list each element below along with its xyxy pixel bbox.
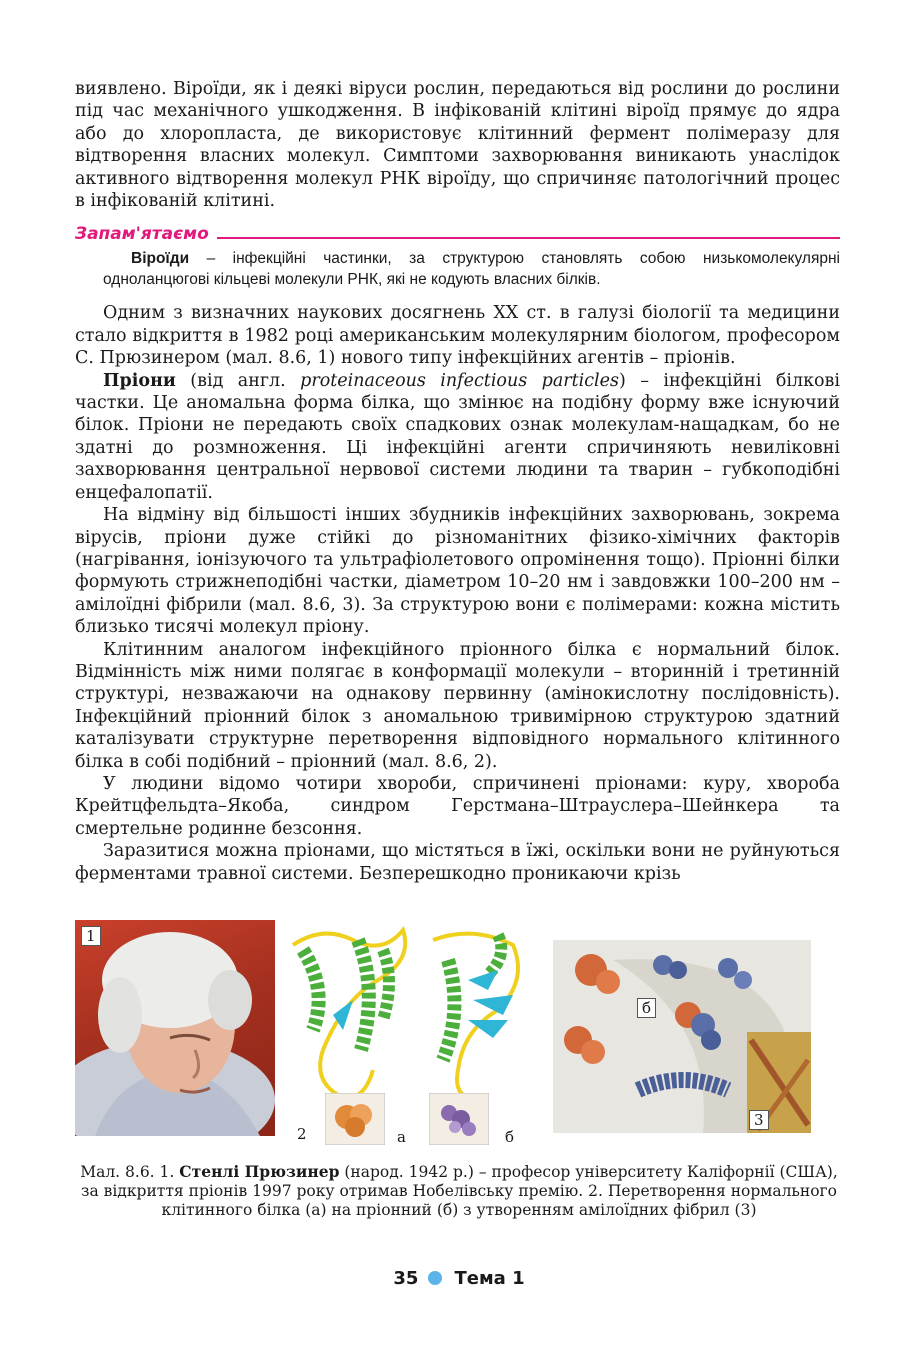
prions-term: Пріони	[103, 370, 176, 391]
prions-latin: proteinaceous infectious particles	[300, 370, 619, 391]
figure-caption	[75, 1162, 843, 1220]
page-number: 35	[393, 1268, 419, 1289]
caption-text: (народ. 1942 р.) – професор університету Каліфорнії (США), за відкриття пріонів 1997 року отримав Нобелівську премію. 2. Перетворення нормального клітинного білка (а) на пріонний (б) з утворенням амілоїдних фібрил (3)	[80, 1163, 838, 1219]
prion-protein-image	[429, 1093, 489, 1145]
figure-label-b2: б	[637, 998, 656, 1018]
prions-pre: (від англ.	[175, 370, 301, 391]
paragraph-infection: Заразитися можна пріонами, що містяться в їжі, оскільки вони не руйнуються ферментами травної системи. Безперешкодно проникаючи крізь	[75, 841, 840, 884]
remember-term: Віроїди	[131, 250, 190, 268]
figure-8-6	[75, 920, 845, 1150]
remember-text: – інфекційні частинки, за структурою становлять собою низькомолекулярні одноланцюгові кільцеві молекули РНК, які не кодують власних білків.	[103, 250, 840, 289]
amyloid-fibrils-image	[553, 940, 811, 1133]
remember-title: Запам'ятаємо	[75, 224, 209, 245]
photo-prusiner	[75, 920, 275, 1136]
paragraph-diseases: У людини відомо чотири хвороби, спричинені пріонами: куру, хвороба Крейтцфельдта–Якоба, синдром Герстмана–Штрауслера–Шейнкера та смертельне родинне безсоння.	[75, 773, 840, 839]
caption-name: Стенлі Прюзинер	[179, 1162, 340, 1181]
footer-dot-icon	[428, 1271, 442, 1285]
figure-label-2: 2	[297, 1125, 307, 1143]
protein-structures	[283, 920, 538, 1150]
fibrils-illustration	[553, 940, 811, 1133]
paragraph-resistance: На відміну від більшості інших збудників інфекційних захворювань, зокрема вірусів, пріони дуже стійкі до різноманітних фізико-хімічних факторів (нагрівання, іонізуючого та ультрафіолетового опромінення тощо). Пріонні білки формують стрижнеподібні частки, діаметром 10–20 нм і завдовжки 100–200 нм – амілоїдні фібрили (мал. 8.6, 3). За структурою вони є полімерами: кожна містить близько тисячі молекул пріону.	[75, 505, 840, 638]
paragraph-discovery: Одним з визначних наукових досягнень XX ст. в галузі біології та медицини стало відкриття в 1982 році американським молекулярним біологом, професором С. Прюзинером (мал. 8.6, 1) нового типу інфекційних агентів – пріонів.	[75, 303, 840, 369]
paragraph-prions	[75, 370, 840, 504]
main-text	[75, 78, 840, 885]
prions-rest: ) – інфекційні білкові частки. Це аномальна форма білка, що змінює на подібну форму вже існуючий білок. Пріони не передають своїх спадкових ознак молекулам-нащадкам, бо не здатні до розмноження. Ці інфекційні агенти спричиняють невиліковні захворювання центральної нервової системи людини та тварин – губкоподібні енцефалопатії.	[75, 370, 841, 503]
page-footer	[0, 1268, 918, 1289]
normal-protein-image	[325, 1093, 385, 1145]
figure-label-3: 3	[749, 1110, 769, 1130]
protein-ribbons	[283, 920, 538, 1110]
topic-label: Тема 1	[454, 1268, 525, 1289]
figure-label-a: а	[397, 1128, 406, 1146]
caption-prefix: Мал. 8.6. 1.	[80, 1163, 180, 1181]
remember-definition	[103, 248, 840, 290]
portrait-illustration	[75, 920, 275, 1136]
figure-label-b: б	[505, 1128, 515, 1146]
paragraph-analog: Клітинним аналогом інфекційного пріонного білка є нормальний білок. Відмінність між ними полягає в конформації молекули – вторинній і третинній структурі, незважаючи на однакову первинну (амінокислотну послідовність). Інфекційний пріонний білок з аномальною тривимірною структурою здатний каталізувати структурне перетворення відповідного нормального клітинного білка в собі подібний – пріонний (мал. 8.6, 2).	[75, 639, 840, 772]
figure-label-1: 1	[81, 926, 101, 946]
paragraph-intro: виявлено. Віроїди, як і деякі віруси рослин, передаються від рослини до рослини під час механічного ушкодження. В інфікованій клітині віроїд прямує до ядра або до хлоропласта, де використовує клітинний фермент полімеразу для відтворення власних молекул. Симптоми захворювання виникають унаслідок активного відтворення молекул РНК віроїду, що спричиняє патологічний процес в інфікованій клітині.	[75, 79, 840, 212]
remember-rule	[217, 237, 840, 239]
remember-header	[75, 218, 840, 244]
